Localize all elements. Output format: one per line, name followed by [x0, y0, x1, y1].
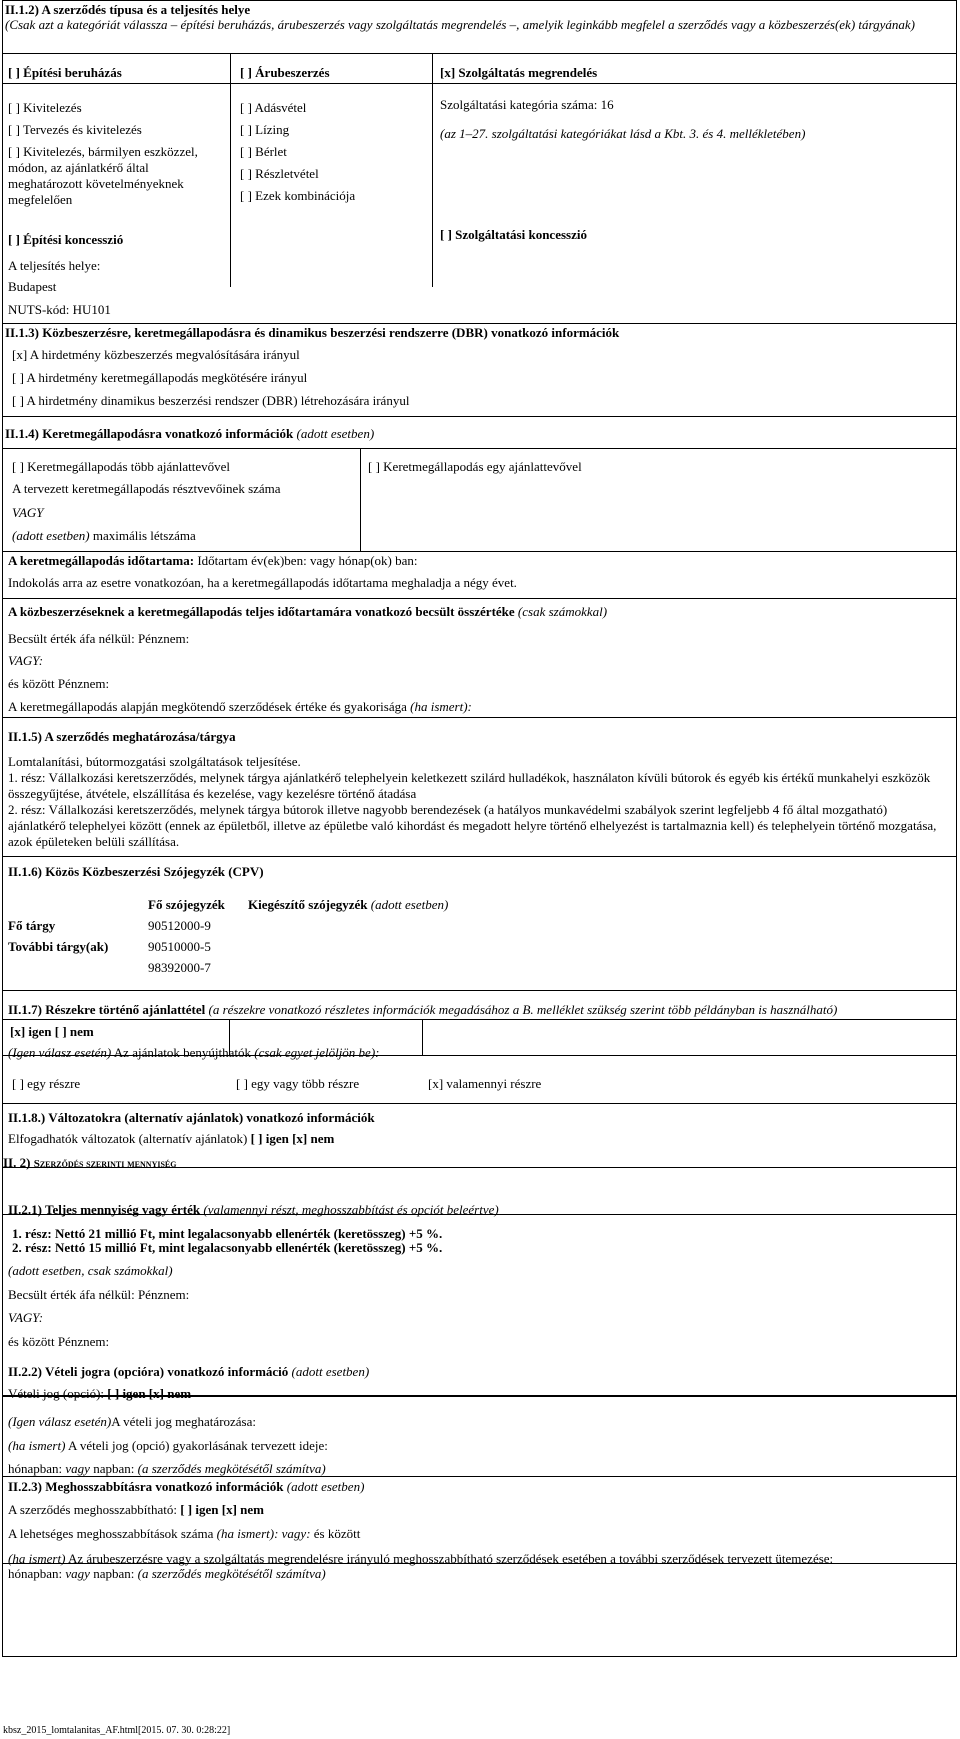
heading-note: (adott esetben): [286, 1479, 365, 1494]
subject-item-2: 2. rész: Vállalkozási keretszerződés, melynek tárgya bútorok illetve nagyobb berendezések (a hatályos munkavédelmi szabályok szerint legfeljebb 4 fő által mozgatható) ajánlatkérő telephelyei között (ennek az épületből, illetve az épületbe való kihordást és megadott helyre történő elhelyezést is tartalmaznia kell) és telephelyein történő mozgatása, azok épületeken belüli szállítása.: [8, 802, 937, 849]
divider: [2, 1019, 957, 1020]
or-text: vagy: [65, 1566, 90, 1581]
nuts-code: NUTS-kód: HU101: [8, 302, 111, 317]
heading-text: Szerződés szerinti mennyiség: [33, 1158, 177, 1170]
quantity-estimate: Becsült érték áfa nélkül: Pénznem:: [8, 1287, 190, 1302]
cpv-col-main: Fő szójegyzék: [148, 897, 225, 912]
framework-between: és között Pénznem:: [8, 676, 110, 691]
divider: [2, 856, 957, 857]
section-heading-ii-2-1: [8, 1202, 499, 1218]
divider: [360, 449, 361, 551]
lots-option-some: [ ] egy vagy több részre: [236, 1076, 360, 1091]
quantity-lot-2: 2. rész: Nettó 15 millió Ft, mint legalacsonyabb ellenérték (keretösszeg) +5 %.: [12, 1240, 443, 1255]
yes-note: (Igen válasz esetén): [8, 1414, 112, 1429]
note-text: Az ajánlatok benyújthatók: [113, 1045, 251, 1060]
duration-label: A keretmegállapodás időtartama:: [8, 553, 195, 568]
divider: [230, 53, 231, 287]
heading-text: II.1.7) Részekre történő ajánlattétel: [8, 1002, 206, 1017]
framework-or: VAGY:: [8, 653, 44, 668]
cpv-more-label: További tárgy(ak): [8, 939, 109, 954]
divider: [422, 1019, 423, 1055]
framework-multi: [ ] Keretmegállapodás több ajánlattevővel: [12, 459, 231, 474]
option-yes-line: [8, 1414, 256, 1430]
divider: [2, 323, 957, 324]
option-months-line: [8, 1461, 326, 1477]
framework-single: [ ] Keretmegállapodás egy ajánlattevővel: [368, 459, 582, 474]
supplies-option: [ ] Adásvétel: [240, 100, 307, 115]
service-category-note: (az 1–27. szolgáltatási kategóriákat lásd a Kbt. 3. és 4. mellékletében): [440, 126, 806, 141]
cpv-main-code: 90512000-9: [148, 918, 211, 933]
framework-or: VAGY: [12, 505, 44, 520]
works-option: [ ] Tervezés és kivitelezés: [8, 122, 142, 137]
option-line: [8, 1386, 191, 1402]
framework-frequency: [8, 699, 472, 715]
extension-text: A szerződés meghosszabbítható:: [8, 1502, 177, 1517]
contract-type-supplies: [ ] Árubeszerzés: [240, 65, 330, 80]
option-answer: [ ] igen [x] nem: [107, 1386, 192, 1401]
or-text: vagy: [65, 1461, 90, 1476]
contract-type-services: [x] Szolgáltatás megrendelés: [440, 65, 598, 80]
quantity-note: (adott esetben, csak számokkal): [8, 1263, 173, 1278]
option-text: Vételi jog (opció):: [8, 1386, 105, 1401]
col-extra-note: (adott esetben): [370, 897, 449, 912]
count-note: (ha ismert): vagy:: [216, 1526, 311, 1541]
days-label: napban:: [93, 1566, 135, 1581]
heading-prefix: II. 2): [3, 1155, 31, 1170]
place-label: A teljesítés helye:: [8, 258, 101, 273]
divider: [2, 717, 957, 718]
section-heading-ii-1-7: [8, 1002, 837, 1018]
note-prefix: (Igen válasz esetén): [8, 1045, 112, 1060]
quantity-between: és között Pénznem:: [8, 1334, 110, 1349]
page-footer: kbsz_2015_lomtalanitas_AF.html[2015. 07. 30. 0:28:22]: [3, 1725, 231, 1736]
section-heading-ii-2: [3, 1155, 176, 1172]
framework-participants: A tervezett keretmegállapodás résztvevőinek száma: [12, 481, 281, 496]
lots-note: [8, 1045, 379, 1061]
section-heading-ii-1-6: II.1.6) Közös Közbeszerzési Szójegyzék (CPV): [8, 864, 264, 879]
extension-answer: [ ] igen [x] nem: [180, 1502, 264, 1517]
extension-line: [8, 1502, 264, 1518]
subject-item-1: 1. rész: Vállalkozási keretszerződés, melynek tárgya ajánlatkérő telephelyein keletkezett szilárd hulladékok, használaton kívüli bútorok és egyéb kis értékű munkahelyi eszközök összegyűjtése, átvétele, elszállítása és kezelése, vagy kezelésre történő átadása: [8, 770, 931, 801]
max-label: maximális létszáma: [92, 528, 196, 543]
divider: [2, 551, 957, 552]
yes-text: A vételi jog meghatározása:: [111, 1414, 257, 1429]
section-heading-ii-1-5: II.1.5) A szerződés meghatározása/tárgya: [8, 729, 236, 744]
divider: [2, 990, 957, 991]
extension-count-line: [8, 1526, 360, 1542]
heading-text: II.2.2) Vételi jogra (opcióra) vonatkozó információ: [8, 1364, 289, 1379]
heading-text: II.2.3) Meghosszabbításra vonatkozó információk: [8, 1479, 284, 1494]
section-heading-ii-2-3: [8, 1479, 364, 1495]
cpv-main-label: Fő tárgy: [8, 918, 56, 933]
section-heading-ii-1-4: [5, 426, 374, 442]
supplies-option: [ ] Lízing: [240, 122, 290, 137]
service-concession: [ ] Szolgáltatási koncesszió: [440, 227, 587, 242]
section-note: (Csak azt a kategóriát válassza – építési beruházás, árubeszerzés vagy szolgáltatás megrendelés –, amelyik leginkább megfelel a szerződés vagy a közbeszerzés(ek) tárgyának): [5, 17, 915, 32]
cpv-col-extra: [248, 897, 448, 913]
works-concession: [ ] Építési koncesszió: [8, 232, 124, 247]
divider: [2, 416, 957, 417]
supplies-option: [ ] Ezek kombinációja: [240, 188, 356, 203]
frequency-text: A keretmegállapodás alapján megkötendő szerződések értéke és gyakorisága: [8, 699, 407, 714]
known-text: A vételi jog (opció) gyakorlásának tervezett ideje:: [67, 1438, 328, 1453]
heading-text: II.1.4) Keretmegállapodásra vonatkozó információk: [5, 426, 294, 441]
heading-note: (valamennyi részt, meghosszabbítást és opciót beleértve): [203, 1202, 499, 1217]
service-category: Szolgáltatási kategória száma: 16: [440, 97, 614, 112]
sched-text: Az árubeszerzésre vagy a szolgáltatás megrendelésre irányuló meghosszabbítható szerződések esetében a további szerződések tervezett ütemezése:: [67, 1551, 834, 1566]
procurement-option: [x] A hirdetmény közbeszerzés megvalósítására irányul: [12, 347, 300, 362]
col-extra-label: Kiegészítő szójegyzék: [248, 897, 368, 912]
lots-answer: [x] igen [ ] nem: [10, 1024, 94, 1039]
divider: [2, 1103, 957, 1104]
sched-note: (ha ismert): [8, 1551, 66, 1566]
from-note: (a szerződés megkötésétől számítva): [137, 1461, 326, 1476]
variants-line: [8, 1131, 334, 1147]
divider: [2, 598, 957, 599]
max-note: (adott esetben): [12, 528, 90, 543]
heading-note: (adott esetben): [296, 426, 375, 441]
framework-justification: Indokolás arra az esetre vonatkozóan, ha a keretmegállapodás időtartama meghaladja a négy évet.: [8, 575, 517, 590]
subject-intro: Lomtalanítási, bútormozgatási szolgáltatások teljesítése.: [8, 754, 301, 769]
estimate-note: (csak számokkal): [517, 604, 608, 619]
months-label: hónapban:: [8, 1461, 63, 1476]
works-option: [ ] Kivitelezés: [8, 100, 82, 115]
count-text: A lehetséges meghosszabbítások száma: [8, 1526, 214, 1541]
heading-note: (a részekre vonatkozó részletes információk megadásához a B. melléklet szükség szerint több példányban is használható): [208, 1002, 838, 1017]
supplies-option: [ ] Bérlet: [240, 144, 287, 159]
heading-text: II.2.1) Teljes mennyiség vagy érték: [8, 1202, 201, 1217]
framework-max: [12, 528, 196, 544]
contract-type-works: [ ] Építési beruházás: [8, 65, 122, 80]
main-frame: [2, 0, 957, 1396]
cpv-more-code: 98392000-7: [148, 960, 211, 975]
duration-value: Időtartam év(ek)ben: vagy hónap(ok) ban:: [197, 553, 418, 568]
option-time-line: [8, 1438, 328, 1454]
heading-note: (adott esetben): [291, 1364, 370, 1379]
months-label: hónapban:: [8, 1566, 63, 1581]
note-suffix: (csak egyet jelöljön be):: [254, 1045, 380, 1060]
from-note: (a szerződés megkötésétől számítva): [137, 1566, 326, 1581]
quantity-or: VAGY:: [8, 1310, 44, 1325]
section-heading-ii-1-3: II.1.3) Közbeszerzésre, keretmegállapodásra és dinamikus beszerzési rendszerre (DBR) vonatkozó információk: [5, 325, 620, 340]
section-heading-ii-2-2: [8, 1364, 369, 1380]
framework-duration: [8, 553, 418, 569]
count-suffix: és között: [313, 1526, 361, 1541]
extension-months-line: [8, 1566, 326, 1582]
variants-answer: [ ] igen [x] nem: [250, 1131, 335, 1146]
section-heading-ii-1-2: II.1.2) A szerződés típusa és a teljesítés helye: [5, 2, 251, 17]
days-label: napban:: [93, 1461, 135, 1476]
procurement-option: [ ] A hirdetmény keretmegállapodás megkötésére irányul: [12, 370, 308, 385]
framework-estimate-value: Becsült érték áfa nélkül: Pénznem:: [8, 631, 190, 646]
lots-option-one: [ ] egy részre: [12, 1076, 81, 1091]
supplies-option: [ ] Részletvétel: [240, 166, 319, 181]
cpv-more-code: 90510000-5: [148, 939, 211, 954]
variants-text: Elfogadhatók változatok (alternatív ajánlatok): [8, 1131, 248, 1146]
divider: [2, 448, 957, 449]
frequency-note: (ha ismert):: [410, 699, 472, 714]
lots-option-all: [x] valamennyi részre: [428, 1076, 542, 1091]
framework-estimate-heading: [8, 604, 607, 620]
procurement-option: [ ] A hirdetmény dinamikus beszerzési rendszer (DBR) létrehozására irányul: [12, 393, 410, 408]
divider: [432, 53, 433, 287]
section-heading-ii-1-8: II.1.8.) Változatokra (alternatív ajánlatok) vonatkozó információk: [8, 1110, 375, 1125]
quantity-lot-1: 1. rész: Nettó 21 millió Ft, mint legalacsonyabb ellenérték (keretösszeg) +5 %.: [12, 1226, 443, 1241]
divider: [2, 83, 957, 84]
known-note: (ha ismert): [8, 1438, 66, 1453]
estimate-heading: A közbeszerzéseknek a keretmegállapodás teljes időtartamára vonatkozó becsült összértéke: [8, 604, 515, 619]
extension-schedule-line: [8, 1551, 833, 1567]
works-option: [ ] Kivitelezés, bármilyen eszközzel, módon, az ajánlatkérő által meghatározott követelményeknek megfelelően: [8, 144, 198, 207]
divider: [2, 53, 957, 54]
place-value: Budapest: [8, 279, 57, 294]
